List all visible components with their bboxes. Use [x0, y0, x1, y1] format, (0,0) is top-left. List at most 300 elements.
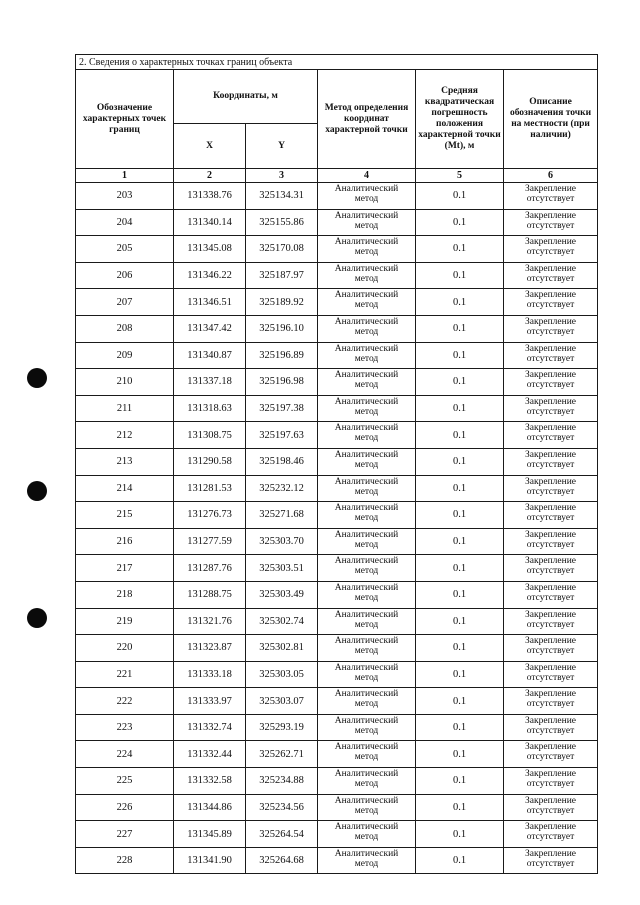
- description-line: отсутствует: [526, 752, 575, 763]
- method-line: Аналитический: [334, 263, 399, 274]
- coordinate-y: 325303.05: [246, 661, 318, 688]
- point-number: 225: [76, 768, 174, 795]
- coordinate-y: 325187.97: [246, 262, 318, 289]
- point-number: 215: [76, 502, 174, 529]
- description-line: Закрепление: [525, 529, 577, 540]
- description-line: Закрепление: [525, 423, 577, 434]
- header-point-designation: Обозначение характерных точек границ: [76, 70, 174, 169]
- column-number: 6: [504, 169, 598, 183]
- description-line: отсутствует: [526, 858, 575, 869]
- description-cell: [504, 528, 598, 555]
- description-line: отсутствует: [526, 247, 575, 258]
- coordinate-x: 131341.90: [174, 847, 246, 874]
- coordinate-y: 325271.68: [246, 502, 318, 529]
- error-value: 0.1: [416, 555, 504, 582]
- error-value: 0.1: [416, 183, 504, 210]
- description-line: Закрепление: [525, 822, 577, 833]
- description-cell: [504, 342, 598, 369]
- method-cell: [318, 369, 416, 396]
- description-line: Закрепление: [525, 316, 577, 327]
- point-number: 223: [76, 714, 174, 741]
- description-line: отсутствует: [526, 459, 575, 470]
- method-line: Аналитический: [334, 237, 399, 248]
- description-line: Закрепление: [525, 556, 577, 567]
- point-number: 227: [76, 821, 174, 848]
- punch-hole-icon: [27, 608, 47, 628]
- description-line: отсутствует: [526, 566, 575, 577]
- point-number: 216: [76, 528, 174, 555]
- coordinate-y: 325198.46: [246, 448, 318, 475]
- error-value: 0.1: [416, 608, 504, 635]
- point-number: 206: [76, 262, 174, 289]
- table-row: [76, 342, 598, 369]
- method-line: метод: [354, 539, 379, 550]
- error-value: 0.1: [416, 581, 504, 608]
- point-number: 208: [76, 315, 174, 342]
- description-cell: [504, 608, 598, 635]
- table-row: [76, 794, 598, 821]
- method-line: Аналитический: [334, 503, 399, 514]
- coordinate-x: 131323.87: [174, 635, 246, 662]
- table-row: [76, 289, 598, 316]
- column-numbers-row: [76, 169, 598, 183]
- description-line: отсутствует: [526, 353, 575, 364]
- point-number: 205: [76, 236, 174, 263]
- description-cell: [504, 289, 598, 316]
- method-line: метод: [354, 725, 379, 736]
- method-line: Аналитический: [334, 769, 399, 780]
- method-line: Аналитический: [334, 316, 399, 327]
- description-line: отсутствует: [526, 725, 575, 736]
- table-row: [76, 741, 598, 768]
- table-row: [76, 555, 598, 582]
- description-cell: [504, 209, 598, 236]
- method-line: Аналитический: [334, 582, 399, 593]
- column-number: 5: [416, 169, 504, 183]
- point-number: 219: [76, 608, 174, 635]
- method-line: метод: [354, 459, 379, 470]
- method-line: Аналитический: [334, 423, 399, 434]
- table-row: [76, 262, 598, 289]
- table-row: [76, 528, 598, 555]
- description-line: отсутствует: [526, 380, 575, 391]
- error-value: 0.1: [416, 236, 504, 263]
- method-line: Аналитический: [334, 184, 399, 194]
- coordinate-x: 131346.22: [174, 262, 246, 289]
- coordinate-x: 131333.97: [174, 688, 246, 715]
- coordinate-x: 131287.76: [174, 555, 246, 582]
- error-value: 0.1: [416, 395, 504, 422]
- header-coordinates: Координаты, м: [174, 70, 318, 124]
- boundary-points-table: [75, 54, 598, 874]
- method-line: метод: [354, 194, 379, 204]
- method-line: Аналитический: [334, 636, 399, 647]
- point-number: 213: [76, 448, 174, 475]
- table-row: [76, 209, 598, 236]
- column-number: 3: [246, 169, 318, 183]
- description-cell: [504, 315, 598, 342]
- column-number: 1: [76, 169, 174, 183]
- table-row: [76, 768, 598, 795]
- description-cell: [504, 555, 598, 582]
- method-cell: [318, 448, 416, 475]
- table-row: [76, 502, 598, 529]
- error-value: 0.1: [416, 289, 504, 316]
- method-cell: [318, 794, 416, 821]
- coordinate-y: 325196.98: [246, 369, 318, 396]
- error-value: 0.1: [416, 661, 504, 688]
- method-line: метод: [354, 592, 379, 603]
- description-line: отсутствует: [526, 805, 575, 816]
- error-value: 0.1: [416, 635, 504, 662]
- description-cell: [504, 821, 598, 848]
- description-cell: [504, 475, 598, 502]
- method-cell: [318, 555, 416, 582]
- method-cell: [318, 183, 416, 210]
- description-cell: [504, 581, 598, 608]
- header-description: Описание обозначения точки на местности (при наличии): [504, 70, 598, 169]
- coordinate-x: 131277.59: [174, 528, 246, 555]
- coordinate-x: 131340.87: [174, 342, 246, 369]
- method-cell: [318, 635, 416, 662]
- method-line: метод: [354, 433, 379, 444]
- description-line: отсутствует: [526, 273, 575, 284]
- description-line: Закрепление: [525, 210, 577, 221]
- error-value: 0.1: [416, 502, 504, 529]
- table-row: [76, 448, 598, 475]
- error-value: 0.1: [416, 741, 504, 768]
- coordinate-x: 131346.51: [174, 289, 246, 316]
- description-line: Закрепление: [525, 449, 577, 460]
- coordinate-y: 325155.86: [246, 209, 318, 236]
- coordinate-x: 131333.18: [174, 661, 246, 688]
- method-line: метод: [354, 380, 379, 391]
- point-number: 210: [76, 369, 174, 396]
- method-cell: [318, 768, 416, 795]
- header-error: Средняя квадратическая погрешность положения характерной точки (Mt), м: [416, 70, 504, 169]
- coordinate-y: 325303.07: [246, 688, 318, 715]
- punch-hole-icon: [27, 481, 47, 501]
- method-cell: [318, 581, 416, 608]
- coordinate-y: 325303.49: [246, 581, 318, 608]
- method-cell: [318, 342, 416, 369]
- header-method: Метод определения координат характерной точки: [318, 70, 416, 169]
- coordinate-y: 325303.70: [246, 528, 318, 555]
- error-value: 0.1: [416, 448, 504, 475]
- method-line: метод: [354, 858, 379, 869]
- description-line: Закрепление: [525, 848, 577, 859]
- coordinate-y: 325293.19: [246, 714, 318, 741]
- method-cell: [318, 315, 416, 342]
- table-body: [76, 183, 598, 874]
- description-line: отсутствует: [526, 539, 575, 550]
- table-row: [76, 236, 598, 263]
- method-line: Аналитический: [334, 290, 399, 301]
- description-line: отсутствует: [526, 699, 575, 710]
- description-cell: [504, 741, 598, 768]
- description-line: Закрепление: [525, 237, 577, 248]
- description-line: отсутствует: [526, 220, 575, 231]
- method-cell: [318, 209, 416, 236]
- point-number: 221: [76, 661, 174, 688]
- coordinate-y: 325189.92: [246, 289, 318, 316]
- table-row: [76, 821, 598, 848]
- description-line: Закрепление: [525, 582, 577, 593]
- description-cell: [504, 502, 598, 529]
- error-value: 0.1: [416, 688, 504, 715]
- coordinate-x: 131345.89: [174, 821, 246, 848]
- description-line: отсутствует: [526, 513, 575, 524]
- coordinate-y: 325196.10: [246, 315, 318, 342]
- description-cell: [504, 661, 598, 688]
- method-line: Аналитический: [334, 529, 399, 540]
- error-value: 0.1: [416, 342, 504, 369]
- point-number: 226: [76, 794, 174, 821]
- method-line: Аналитический: [334, 662, 399, 673]
- coordinate-y: 325264.68: [246, 847, 318, 874]
- description-line: Закрепление: [525, 396, 577, 407]
- point-number: 214: [76, 475, 174, 502]
- coordinate-y: 325264.54: [246, 821, 318, 848]
- description-line: Закрепление: [525, 370, 577, 381]
- coordinate-y: 325197.63: [246, 422, 318, 449]
- table-row: [76, 395, 598, 422]
- method-line: метод: [354, 406, 379, 417]
- method-cell: [318, 608, 416, 635]
- method-line: Аналитический: [334, 609, 399, 620]
- method-line: Аналитический: [334, 556, 399, 567]
- coordinate-x: 131308.75: [174, 422, 246, 449]
- method-cell: [318, 502, 416, 529]
- table-row: [76, 315, 598, 342]
- method-line: метод: [354, 752, 379, 763]
- description-line: отсутствует: [526, 619, 575, 630]
- column-number: 4: [318, 169, 416, 183]
- point-number: 203: [76, 183, 174, 210]
- table-row: [76, 661, 598, 688]
- method-cell: [318, 821, 416, 848]
- table-row: [76, 608, 598, 635]
- description-line: Закрепление: [525, 795, 577, 806]
- description-line: Закрепление: [525, 263, 577, 274]
- coordinate-x: 131321.76: [174, 608, 246, 635]
- description-line: Закрепление: [525, 476, 577, 487]
- table-row: [76, 369, 598, 396]
- error-value: 0.1: [416, 768, 504, 795]
- description-line: отсутствует: [526, 832, 575, 843]
- coordinate-x: 131332.44: [174, 741, 246, 768]
- method-line: Аналитический: [334, 343, 399, 354]
- table-row: [76, 688, 598, 715]
- coordinate-x: 131288.75: [174, 581, 246, 608]
- method-line: Аналитический: [334, 848, 399, 859]
- table-row: [76, 422, 598, 449]
- method-line: Аналитический: [334, 795, 399, 806]
- error-value: 0.1: [416, 369, 504, 396]
- table-row: [76, 183, 598, 210]
- coordinate-x: 131290.58: [174, 448, 246, 475]
- error-value: 0.1: [416, 821, 504, 848]
- description-line: отсутствует: [526, 433, 575, 444]
- method-cell: [318, 528, 416, 555]
- description-line: Закрепление: [525, 503, 577, 514]
- method-line: метод: [354, 779, 379, 790]
- description-line: отсутствует: [526, 486, 575, 497]
- coordinate-x: 131340.14: [174, 209, 246, 236]
- error-value: 0.1: [416, 209, 504, 236]
- coordinate-y: 325196.89: [246, 342, 318, 369]
- point-number: 217: [76, 555, 174, 582]
- method-line: метод: [354, 273, 379, 284]
- method-cell: [318, 289, 416, 316]
- method-cell: [318, 661, 416, 688]
- description-line: отсутствует: [526, 326, 575, 337]
- section-title: 2. Сведения о характерных точках границ объекта: [76, 55, 598, 70]
- method-line: метод: [354, 832, 379, 843]
- point-number: 212: [76, 422, 174, 449]
- coordinate-y: 325197.38: [246, 395, 318, 422]
- description-cell: [504, 395, 598, 422]
- table-row: [76, 635, 598, 662]
- description-cell: [504, 847, 598, 874]
- method-line: метод: [354, 646, 379, 657]
- coordinate-y: 325302.81: [246, 635, 318, 662]
- coordinate-x: 131332.58: [174, 768, 246, 795]
- error-value: 0.1: [416, 262, 504, 289]
- error-value: 0.1: [416, 714, 504, 741]
- method-line: метод: [354, 353, 379, 364]
- point-number: 224: [76, 741, 174, 768]
- method-line: метод: [354, 486, 379, 497]
- point-number: 228: [76, 847, 174, 874]
- error-value: 0.1: [416, 847, 504, 874]
- description-line: отсутствует: [526, 592, 575, 603]
- description-line: отсутствует: [526, 300, 575, 311]
- description-cell: [504, 688, 598, 715]
- point-number: 222: [76, 688, 174, 715]
- description-line: Закрепление: [525, 689, 577, 700]
- punch-hole-icon: [27, 368, 47, 388]
- description-cell: [504, 448, 598, 475]
- description-line: Закрепление: [525, 636, 577, 647]
- description-line: Закрепление: [525, 290, 577, 301]
- method-line: Аналитический: [334, 822, 399, 833]
- method-line: Аналитический: [334, 715, 399, 726]
- coordinate-y: 325234.56: [246, 794, 318, 821]
- description-line: Закрепление: [525, 609, 577, 620]
- description-line: Закрепление: [525, 662, 577, 673]
- method-cell: [318, 688, 416, 715]
- point-number: 211: [76, 395, 174, 422]
- method-cell: [318, 262, 416, 289]
- table-row: [76, 581, 598, 608]
- error-value: 0.1: [416, 794, 504, 821]
- error-value: 0.1: [416, 422, 504, 449]
- coordinate-x: 131332.74: [174, 714, 246, 741]
- error-value: 0.1: [416, 475, 504, 502]
- column-number: 2: [174, 169, 246, 183]
- coordinate-y: 325170.08: [246, 236, 318, 263]
- description-line: отсутствует: [526, 194, 575, 204]
- coordinate-y: 325234.88: [246, 768, 318, 795]
- coordinate-y: 325262.71: [246, 741, 318, 768]
- method-line: Аналитический: [334, 742, 399, 753]
- point-number: 209: [76, 342, 174, 369]
- description-line: Закрепление: [525, 343, 577, 354]
- method-line: Аналитический: [334, 210, 399, 221]
- header-y: Y: [246, 124, 318, 169]
- description-cell: [504, 422, 598, 449]
- method-line: метод: [354, 566, 379, 577]
- description-line: Закрепление: [525, 742, 577, 753]
- method-line: метод: [354, 805, 379, 816]
- coordinate-y: 325303.51: [246, 555, 318, 582]
- point-number: 220: [76, 635, 174, 662]
- point-number: 204: [76, 209, 174, 236]
- method-line: метод: [354, 300, 379, 311]
- method-line: Аналитический: [334, 449, 399, 460]
- coordinate-x: 131276.73: [174, 502, 246, 529]
- method-line: метод: [354, 220, 379, 231]
- description-cell: [504, 794, 598, 821]
- coordinate-x: 131347.42: [174, 315, 246, 342]
- description-cell: [504, 236, 598, 263]
- description-line: отсутствует: [526, 406, 575, 417]
- method-cell: [318, 847, 416, 874]
- table-row: [76, 847, 598, 874]
- method-cell: [318, 236, 416, 263]
- coordinate-x: 131281.53: [174, 475, 246, 502]
- description-line: Закрепление: [525, 769, 577, 780]
- method-cell: [318, 714, 416, 741]
- method-line: метод: [354, 672, 379, 683]
- coordinate-x: 131318.63: [174, 395, 246, 422]
- description-cell: [504, 183, 598, 210]
- point-number: 218: [76, 581, 174, 608]
- description-cell: [504, 262, 598, 289]
- method-cell: [318, 422, 416, 449]
- coordinate-y: 325134.31: [246, 183, 318, 210]
- description-line: отсутствует: [526, 779, 575, 790]
- description-line: Закрепление: [525, 184, 577, 194]
- method-line: метод: [354, 619, 379, 630]
- coordinate-y: 325302.74: [246, 608, 318, 635]
- method-cell: [318, 741, 416, 768]
- description-line: отсутствует: [526, 672, 575, 683]
- coordinate-x: 131344.86: [174, 794, 246, 821]
- method-line: метод: [354, 326, 379, 337]
- method-line: Аналитический: [334, 476, 399, 487]
- method-line: метод: [354, 247, 379, 258]
- description-cell: [504, 369, 598, 396]
- table-row: [76, 714, 598, 741]
- coordinate-x: 131337.18: [174, 369, 246, 396]
- error-value: 0.1: [416, 528, 504, 555]
- method-line: Аналитический: [334, 396, 399, 407]
- coordinate-y: 325232.12: [246, 475, 318, 502]
- header-x: X: [174, 124, 246, 169]
- method-cell: [318, 475, 416, 502]
- description-line: отсутствует: [526, 646, 575, 657]
- description-cell: [504, 768, 598, 795]
- error-value: 0.1: [416, 315, 504, 342]
- method-line: Аналитический: [334, 370, 399, 381]
- description-cell: [504, 714, 598, 741]
- method-line: метод: [354, 699, 379, 710]
- method-cell: [318, 395, 416, 422]
- method-line: Аналитический: [334, 689, 399, 700]
- description-cell: [504, 635, 598, 662]
